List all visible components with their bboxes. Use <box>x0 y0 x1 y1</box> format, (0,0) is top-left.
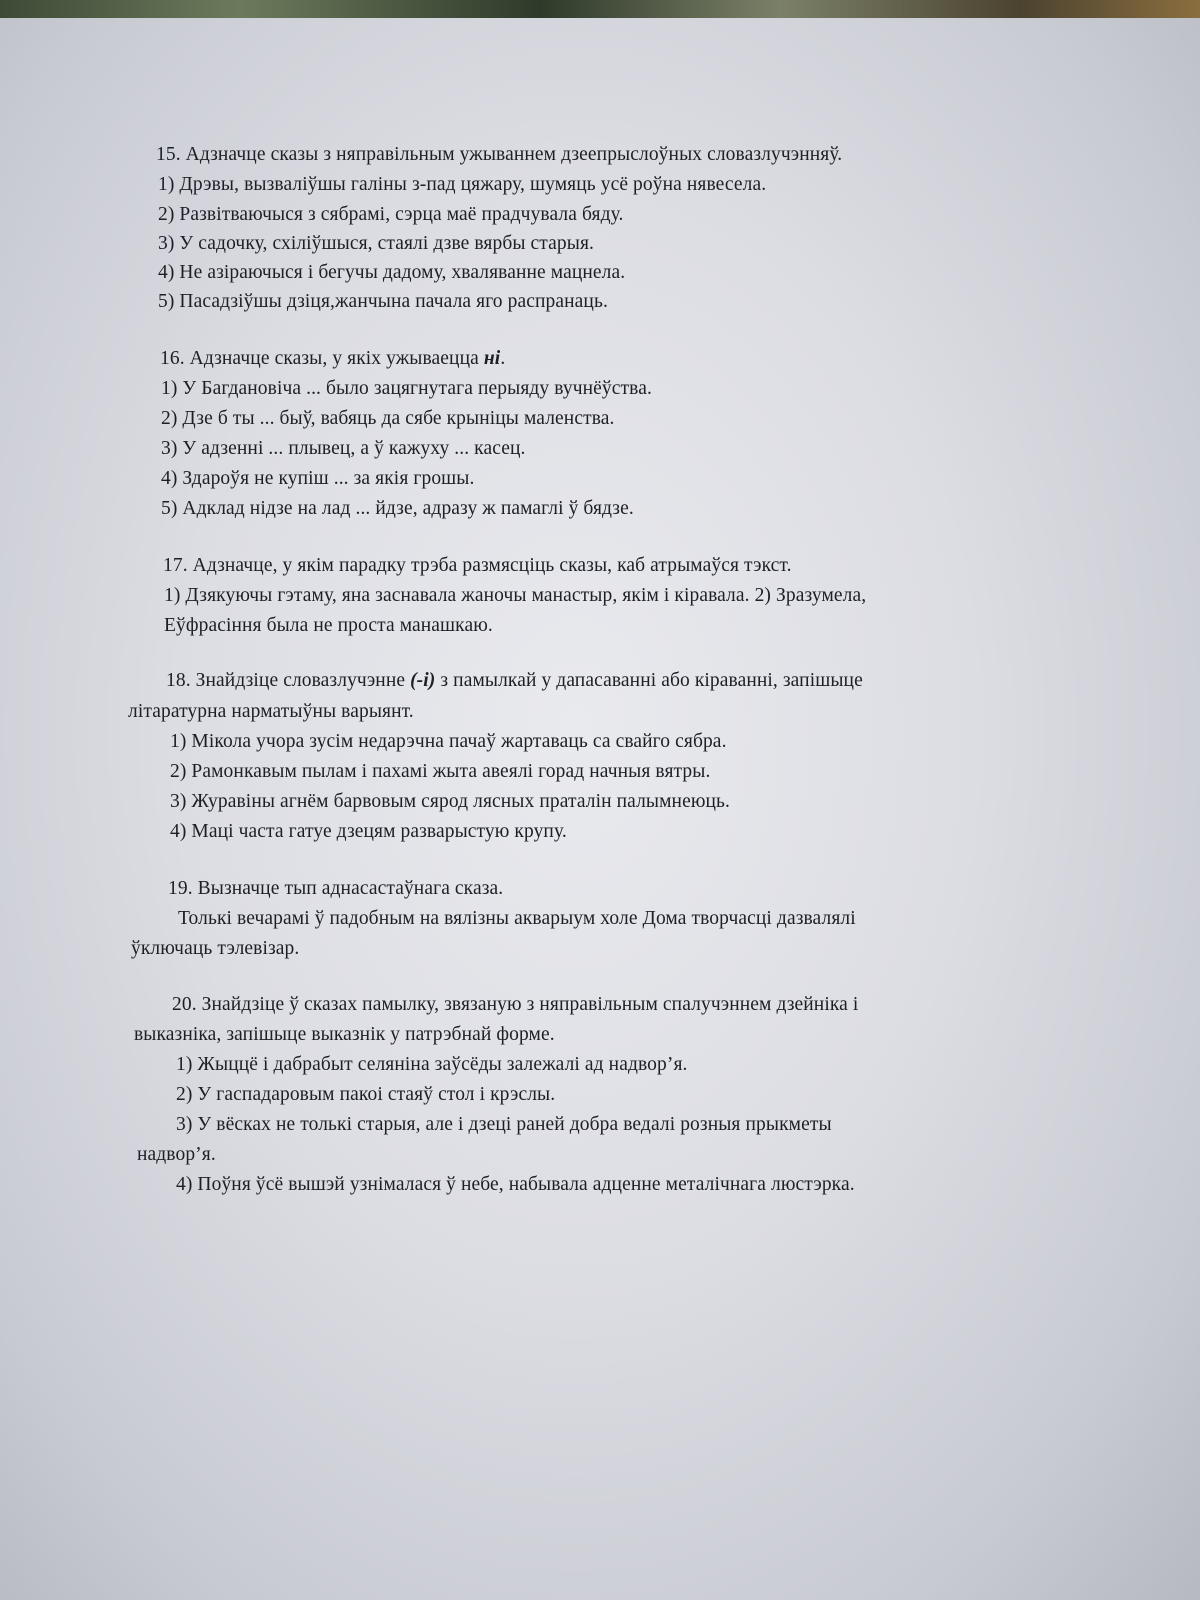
question-18-title-emphasis: (-і) <box>410 670 436 691</box>
question-19-text-line-1: Толькі вечарамі ў падобным на вялізны акварыум холе Дома творчасці дазвалялі <box>178 908 856 929</box>
question-18-option-1: 1) Мікола учора зусім недарэчна пачаў жартаваць са свайго сябра. <box>170 731 727 752</box>
question-16-option-4: 4) Здароўя не купіш ... за якія грошы. <box>161 468 475 489</box>
question-18-option-4: 4) Маці часта гатуе дзецям разварыстую крупу. <box>170 821 567 842</box>
question-17-text-line-2: Еўфрасіння была не проста манашкаю. <box>164 615 493 636</box>
question-18-option-2: 2) Рамонкавым пылам і пахамі жыта авеялі горад начныя вятры. <box>170 761 711 782</box>
question-20-option-3: 3) У вёсках не толькі старыя, але і дзеці раней добра ведалі розныя прыкметы <box>176 1114 832 1135</box>
question-18-title <box>166 669 863 693</box>
question-18-title-line-2: літаратурна нарматыўны варыянт. <box>128 701 414 722</box>
question-20-option-2: 2) У гаспадаровым пакоі стаяў стол і крэслы. <box>176 1084 556 1105</box>
question-15-option-1: 1) Дрэвы, вызваліўшы галіны з-пад цяжару, шумяць усё роўна нявесела. <box>158 174 767 195</box>
question-16-title <box>160 347 505 371</box>
question-20-title: 20. Знайдзіце ў сказах памылку, звязаную з няправільным спалучэннем дзейніка і <box>172 994 859 1015</box>
question-16-option-1: 1) У Багдановіча ... было зацягнутага перыяду вучнёўства. <box>161 378 652 399</box>
question-19-text-line-2: ўключаць тэлевізар. <box>131 938 300 959</box>
question-16-option-3: 3) У адзенні ... плывец, а ў кажуху ... касец. <box>161 438 526 459</box>
question-15-option-2: 2) Развітваючыся з сябрамі, сэрца маё прадчувала бяду. <box>158 204 624 225</box>
question-20-option-3-continued: надвор’я. <box>137 1144 216 1165</box>
question-20-option-1: 1) Жыццё і дабрабыт селяніна заўсёды залежалі ад надвор’я. <box>176 1054 688 1075</box>
question-15-title: 15. Адзначце сказы з няправільным ужываннем дзеепрыслоўных словазлучэнняў. <box>156 144 843 165</box>
question-16-title-end: . <box>500 348 506 369</box>
question-16-option-5: 5) Адклад нідзе на лад ... йдзе, адразу ж памаглі ў бядзе. <box>161 498 634 519</box>
question-15-option-5: 5) Пасадзіўшы дзіця,жанчына пачала яго распранаць. <box>158 291 608 312</box>
question-16-title-emphasis: ні <box>483 348 501 369</box>
question-17-title: 17. Адзначце, у якім парадку трэба размясціць сказы, каб атрымаўся тэкст. <box>163 555 792 576</box>
question-15-option-4: 4) Не азіраючыся і бегучы дадому, хваляванне мацнела. <box>158 262 626 283</box>
question-16-title-text: 16. Адзначце сказы, у якіх ужываецца <box>160 348 484 369</box>
question-18-option-3: 3) Журавіны агнём барвовым сярод лясных праталін палымнеюць. <box>170 791 731 812</box>
question-20-title-line-2: выказніка, запішыце выказнік у патрэбнай форме. <box>134 1024 555 1045</box>
question-20-option-4: 4) Поўня ўсё вышэй узнімалася ў небе, набывала адценне металічнага люстэрка. <box>176 1174 855 1195</box>
question-15-option-3: 3) У садочку, схіліўшыся, стаялі дзве вярбы старыя. <box>158 233 595 254</box>
question-19-title: 19. Вызначце тып аднасастаўнага сказа. <box>168 878 504 899</box>
question-18-title-text: 18. Знайдзіце словазлучэнне <box>166 670 411 691</box>
question-18-title-end: з памылкай у дапасаванні або кіраванні, запішыце <box>435 670 863 691</box>
question-17-text-line-1: 1) Дзякуючы гэтаму, яна заснавала жаночы манастыр, якім і кіравала. 2) Зразумела, <box>164 585 867 606</box>
question-16-option-2: 2) Дзе б ты ... быў, вабяць да сябе крыніцы маленства. <box>161 408 615 429</box>
